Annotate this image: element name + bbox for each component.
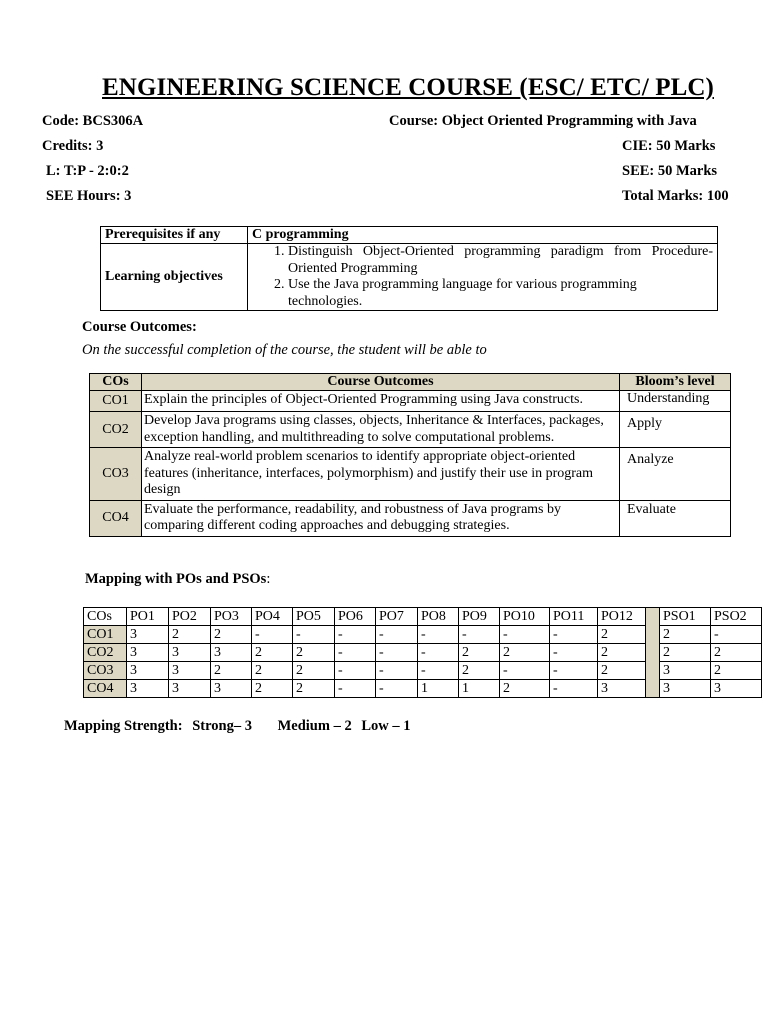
mapping-cell: 2 [211,662,252,680]
mapping-cell: - [293,626,335,644]
co-description: Develop Java programs using classes, objects, Inheritance & Interfaces, packages, exception handling, and multithreading to solve computational problems. [142,412,620,448]
mapping-row [84,662,762,680]
column-header: COs [90,374,142,391]
mapping-cell: 3 [127,662,169,680]
co-code: CO2 [90,412,142,448]
strength-medium: Medium – 2 [277,718,352,734]
mapping-cell: - [376,644,418,662]
prerequisites-value: C programming [248,227,718,244]
mapping-cell: 3 [127,680,169,698]
mapping-cell: 2 [500,680,550,698]
co-description: Explain the principles of Object-Oriented Programming using Java constructs. [142,391,620,412]
mapping-co: CO3 [84,662,127,680]
see-hours: SEE Hours: 3 [46,188,132,204]
objectives-cell [248,244,718,311]
mapping-cell: - [335,680,376,698]
mapping-cell: 2 [252,680,293,698]
table-row [90,412,731,448]
co-code: CO3 [90,448,142,501]
column-header: PO10 [500,608,550,626]
course-code: Code: BCS306A [42,113,144,129]
mapping-cell: 3 [127,644,169,662]
mapping-cell: - [711,626,762,644]
objective-item: 2. Use the Java programming language for various programming technologies. [288,277,713,310]
objectives-label: Learning objectives [101,244,248,311]
course-name: Course: Object Oriented Programming with Java [389,113,697,129]
cie-marks: CIE: 50 Marks [622,138,716,154]
mapping-cell: 2 [500,644,550,662]
ltp: L: T:P - 2:0:2 [46,163,129,179]
mapping-cell: 2 [293,680,335,698]
column-header: PO9 [459,608,500,626]
mapping-cell: - [376,626,418,644]
blooms-level: Analyze [620,448,731,501]
mapping-cell: 1 [459,680,500,698]
mapping-cell: 2 [598,662,646,680]
column-header: PO6 [335,608,376,626]
blooms-level: Evaluate [620,500,731,536]
column-header: PO7 [376,608,418,626]
prerequisites-row [101,227,718,244]
mapping-cell: - [252,626,293,644]
mapping-cell: 3 [169,662,211,680]
table-row [90,500,731,536]
co-code: CO1 [90,391,142,412]
mapping-cell: 3 [711,680,762,698]
column-gap [646,608,660,698]
mapping-cell: 2 [459,662,500,680]
table-header-row [90,374,731,391]
mapping-heading [85,571,270,588]
mapping-cell: 1 [418,680,459,698]
mapping-cell: - [418,626,459,644]
mapping-cell: 3 [598,680,646,698]
co-description: Analyze real-world problem scenarios to identify appropriate object-oriented features (inheritance, interfaces, polymorphism) and justify their use in program design [142,448,620,501]
column-header: Course Outcomes [142,374,620,391]
mapping-cell: 3 [169,644,211,662]
mapping-cell: - [500,662,550,680]
mapping-cell: - [459,626,500,644]
mapping-co: CO4 [84,680,127,698]
strength-strong: Strong– 3 [192,718,252,734]
mapping-cell: 3 [211,644,252,662]
column-header: Bloom’s level [620,374,731,391]
mapping-cell: 2 [660,644,711,662]
mapping-row [84,626,762,644]
column-header: PO8 [418,608,459,626]
mapping-cell: - [418,644,459,662]
table-row [90,448,731,501]
mapping-cell: 2 [711,644,762,662]
column-header: PSO2 [711,608,762,626]
mapping-cell: - [550,644,598,662]
column-header: PO12 [598,608,646,626]
mapping-cell: 3 [169,680,211,698]
total-marks: Total Marks: 100 [622,188,729,204]
mapping-cell: 2 [598,626,646,644]
mapping-cell: - [335,662,376,680]
mapping-strength [64,718,410,735]
co-description: Evaluate the performance, readability, and robustness of Java programs by comparing different coding approaches and debugging strategies. [142,500,620,536]
credits: Credits: 3 [42,138,104,154]
mapping-heading-colon: : [266,571,271,587]
course-outcomes-intro: On the successful completion of the course, the student will be able to [82,342,487,358]
mapping-cell: 2 [459,644,500,662]
prerequisites-label: Prerequisites if any [101,227,248,244]
mapping-cell: 2 [293,644,335,662]
column-header: COs [84,608,127,626]
course-outcomes-heading: Course Outcomes: [82,319,197,335]
mapping-cell: - [500,626,550,644]
mapping-cell: - [550,680,598,698]
objective-item: 1. Distinguish Object-Oriented programming paradigm from Procedure-Oriented Programming [288,244,713,277]
mapping-cell: - [335,626,376,644]
column-header: PO3 [211,608,252,626]
mapping-cell: 2 [711,662,762,680]
column-header: PSO1 [660,608,711,626]
mapping-cell: - [376,662,418,680]
mapping-cell: - [376,680,418,698]
column-header: PO2 [169,608,211,626]
objectives-list [252,244,713,310]
column-header: PO4 [252,608,293,626]
mapping-cell: 2 [169,626,211,644]
mapping-cell: 3 [211,680,252,698]
mapping-cell: 2 [293,662,335,680]
mapping-cell: 3 [127,626,169,644]
mapping-row [84,644,762,662]
see-marks: SEE: 50 Marks [622,163,718,179]
mapping-row [84,680,762,698]
table-row [90,391,731,412]
column-header: PO11 [550,608,598,626]
column-header: PO1 [127,608,169,626]
mapping-cell: - [418,662,459,680]
course-outcomes-table [89,373,731,537]
strength-low: Low – 1 [361,718,411,734]
objectives-row [101,244,718,311]
po-pso-mapping-table [83,607,762,698]
mapping-heading-text: Mapping with POs and PSOs [85,571,267,587]
mapping-cell: 2 [211,626,252,644]
mapping-cell: - [335,644,376,662]
blooms-level: Understanding [620,391,731,412]
co-code: CO4 [90,500,142,536]
mapping-cell: 2 [252,662,293,680]
mapping-strength-label: Mapping Strength: [64,718,183,734]
mapping-cell: 3 [660,680,711,698]
column-header: PO5 [293,608,335,626]
mapping-cell: 3 [660,662,711,680]
mapping-cell: 2 [598,644,646,662]
prerequisites-table [100,226,718,311]
blooms-level: Apply [620,412,731,448]
mapping-cell: - [550,626,598,644]
mapping-cell: 2 [252,644,293,662]
mapping-header-row [84,608,762,626]
mapping-cell: - [550,662,598,680]
mapping-cell: 2 [660,626,711,644]
mapping-co: CO1 [84,626,127,644]
mapping-co: CO2 [84,644,127,662]
page-title: ENGINEERING SCIENCE COURSE (ESC/ ETC/ PLC) [102,74,714,101]
